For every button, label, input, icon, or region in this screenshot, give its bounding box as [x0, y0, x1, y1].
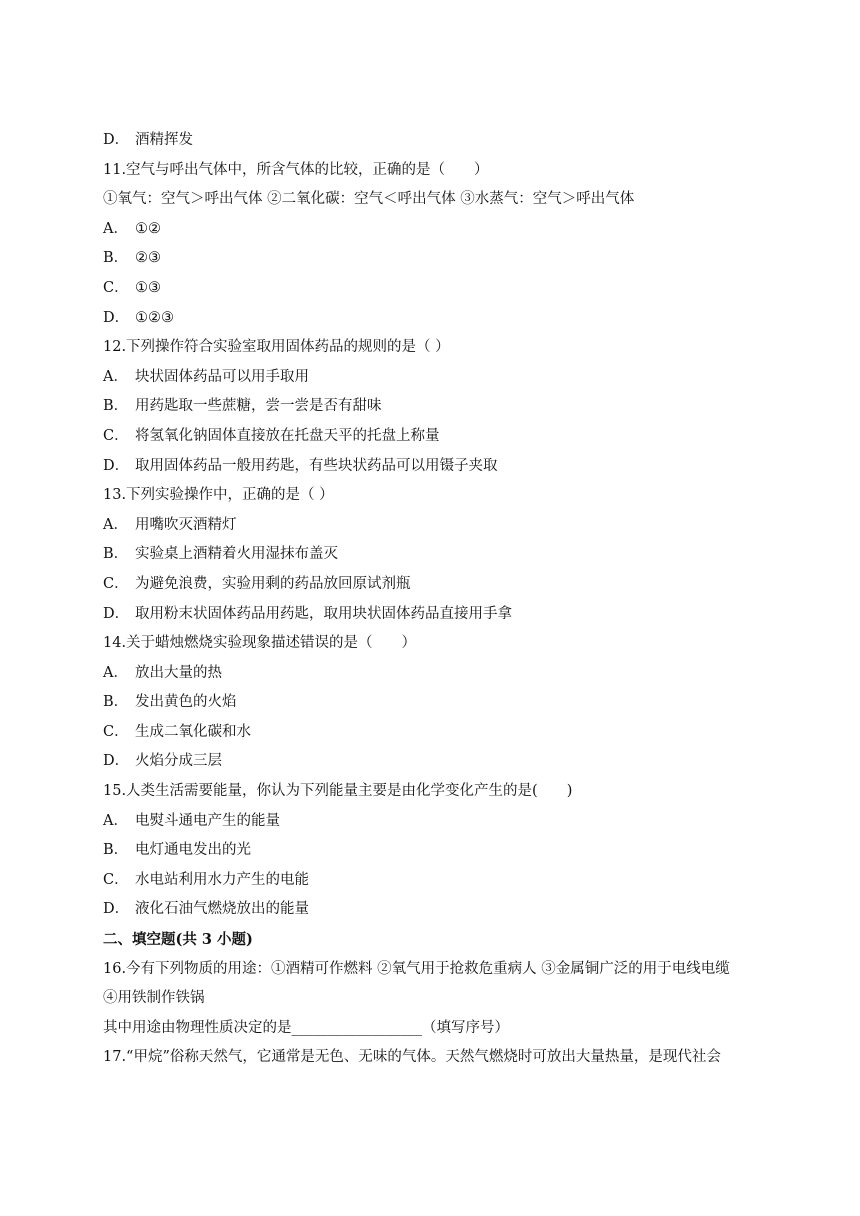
option-letter: D． [103, 901, 130, 918]
question-stem: 11.空气与呼出气体中，所含气体的比较，正确的是（ ） [103, 161, 489, 178]
answer-option [103, 807, 763, 837]
answer-option [103, 244, 763, 274]
option-letter: C． [103, 575, 129, 592]
section-heading: 二、填空题(共 3 小题) [103, 931, 253, 949]
answer-option [103, 747, 763, 777]
question-stem: 13.下列实验操作中，正确的是（ ） [103, 487, 334, 504]
option-letter: B． [103, 250, 129, 267]
answer-option [103, 274, 763, 304]
question-text: 其中用途由物理性质决定的是__________________（填写序号） [103, 1019, 509, 1036]
question-text: ④用铁制作铁锅 [103, 990, 205, 1007]
option-text: ②③ [135, 250, 161, 267]
option-letter: A． [103, 368, 128, 385]
option-text: 酒精挥发 [135, 132, 193, 148]
option-letter: A． [103, 812, 128, 829]
answer-option [103, 895, 763, 925]
option-text: 放出大量的热 [135, 664, 222, 681]
option-letter: C． [103, 427, 129, 444]
option-letter: C． [103, 723, 129, 740]
option-letter: B． [103, 546, 129, 563]
answer-option [103, 866, 763, 896]
option-text: 将氢氧化钠固体直接放在托盘天平的托盘上称量 [135, 427, 440, 444]
option-letter: C． [103, 871, 129, 888]
exam-page [103, 126, 763, 1073]
option-text: ①③ [135, 279, 161, 296]
option-letter: B． [103, 842, 129, 859]
question-text: ①氧气：空气＞呼出气体 ②二氧化碳：空气＜呼出气体 ③水蒸气：空气＞呼出气体 [103, 191, 635, 208]
option-letter: A． [103, 220, 128, 237]
answer-option [103, 392, 763, 422]
option-letter: D． [103, 132, 130, 148]
answer-option [103, 659, 763, 689]
question-stem: 14.关于蜡烛燃烧实验现象描述错误的是（ ） [103, 635, 417, 652]
option-letter: D． [103, 457, 130, 474]
answer-option [103, 422, 763, 452]
answer-option [103, 304, 763, 334]
option-text: 取用固体药品一般用药匙，有些块状药品可以用镊子夹取 [135, 457, 498, 474]
option-text: 为避免浪费，实验用剩的药品放回原试剂瓶 [135, 575, 411, 592]
answer-option [103, 688, 763, 718]
answer-option [103, 452, 763, 482]
option-letter: A． [103, 516, 128, 533]
option-letter: C． [103, 279, 129, 296]
answer-option [103, 511, 763, 541]
option-text: 用嘴吹灭酒精灯 [135, 516, 237, 533]
question-stem: 15.人类生活需要能量，你认为下列能量主要是由化学变化产生的是( ) [103, 783, 573, 800]
answer-option [103, 836, 763, 866]
option-letter: B． [103, 398, 129, 415]
option-text: 发出黄色的火焰 [135, 694, 237, 711]
question-stem: 12.下列操作符合实验室取用固体药品的规则的是（ ） [103, 339, 450, 356]
answer-option [103, 600, 763, 630]
question-stem: 16.今有下列物质的用途：①酒精可作燃料 ②氧气用于抢救危重病人 ③金属铜广泛的用于电线电缆 [103, 960, 730, 977]
answer-option [103, 570, 763, 600]
answer-option [103, 363, 763, 393]
option-letter: D． [103, 753, 130, 770]
option-text: 火焰分成三层 [135, 753, 222, 770]
option-text: 水电站利用水力产生的电能 [135, 871, 309, 888]
option-letter: A． [103, 664, 128, 681]
answer-option [103, 126, 763, 156]
option-text: ①② [135, 220, 161, 237]
question-stem: 17.“甲烷”俗称天然气，它通常是无色、无味的气体。天然气燃烧时可放出大量热量，是现代社会 [103, 1049, 721, 1066]
option-letter: D． [103, 605, 130, 622]
option-text: 取用粉末状固体药品用药匙，取用块状固体药品直接用手拿 [135, 605, 512, 622]
option-text: 块状固体药品可以用手取用 [135, 368, 309, 385]
option-letter: D． [103, 309, 130, 326]
option-text: 实验桌上酒精着火用湿抹布盖灭 [135, 546, 338, 563]
option-text: 液化石油气燃烧放出的能量 [135, 901, 309, 918]
answer-option [103, 215, 763, 245]
option-text: 用药匙取一些蔗糖，尝一尝是否有甜味 [135, 398, 382, 415]
answer-option [103, 718, 763, 748]
answer-option [103, 540, 763, 570]
option-text: 生成二氧化碳和水 [135, 723, 251, 740]
option-text: ①②③ [135, 309, 174, 326]
option-text: 电熨斗通电产生的能量 [135, 812, 280, 829]
option-letter: B． [103, 694, 129, 711]
option-text: 电灯通电发出的光 [135, 842, 251, 859]
